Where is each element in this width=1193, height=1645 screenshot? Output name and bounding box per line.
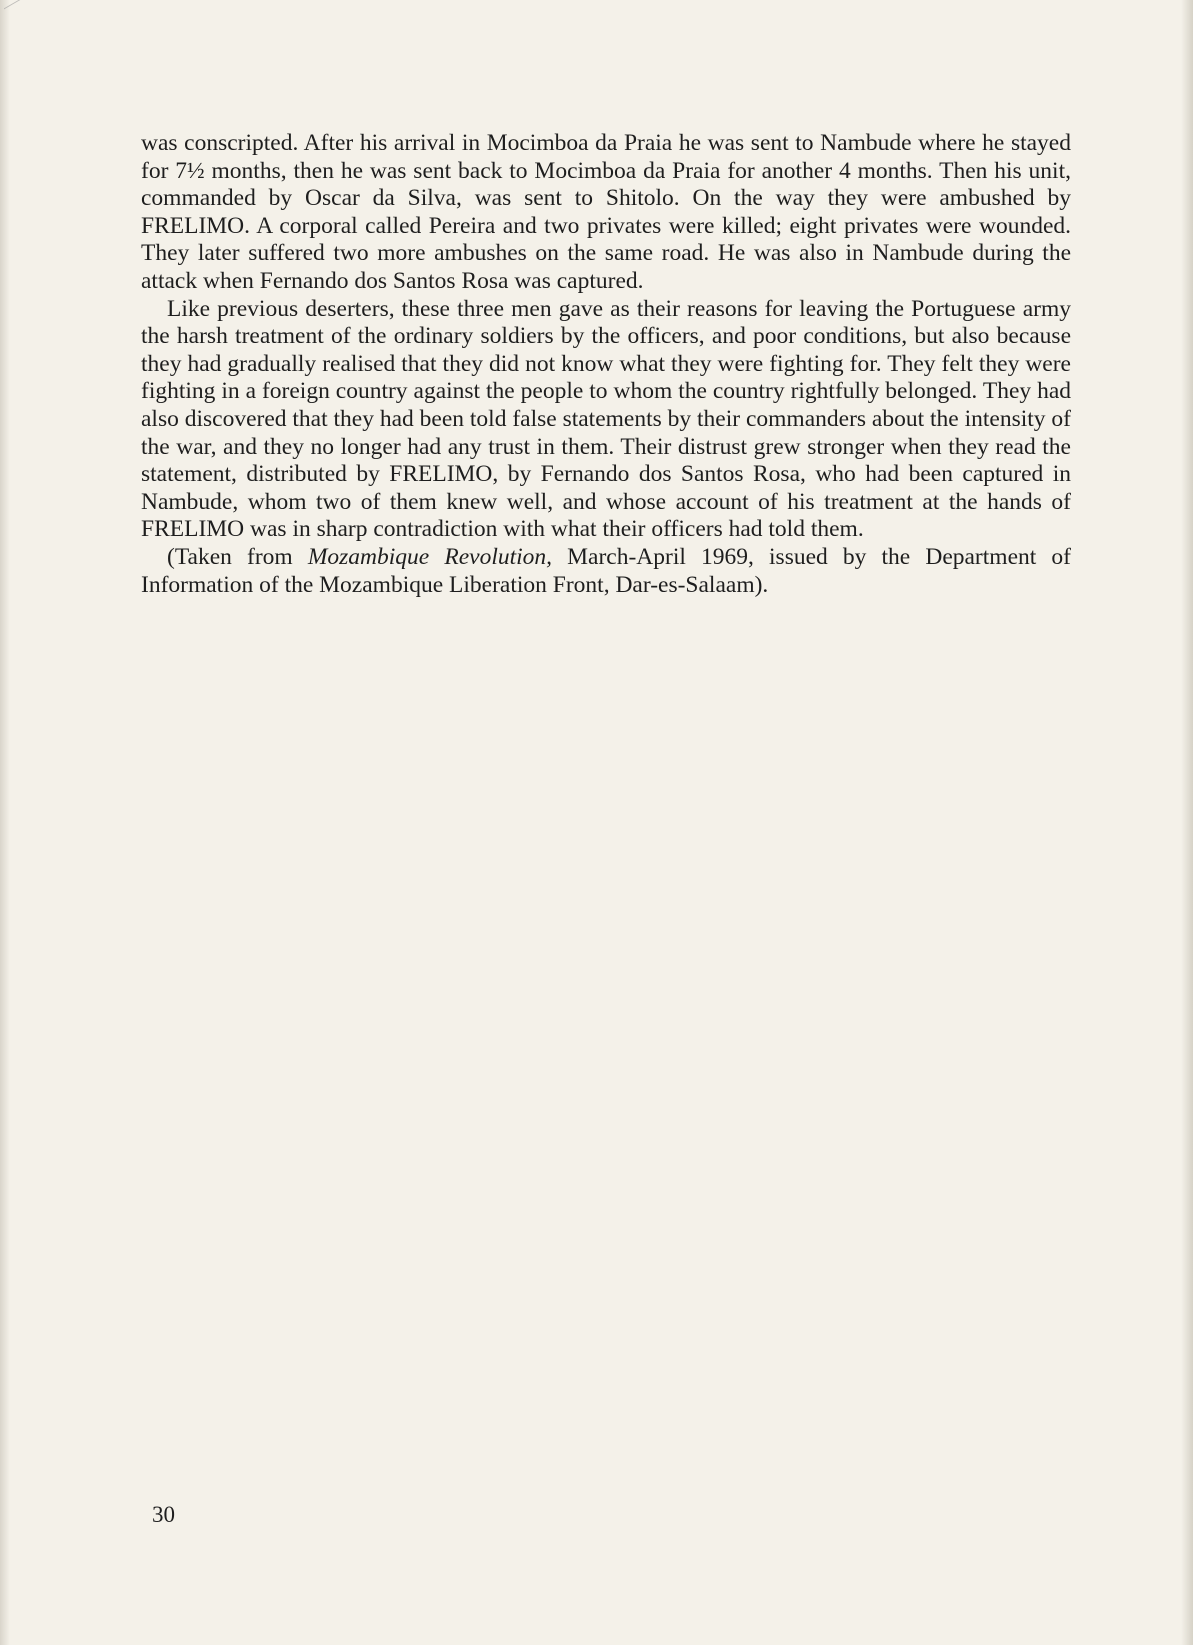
- page-edge-left: [0, 0, 10, 1645]
- source-note-suffix: March-April 1969, issued by the Department of Information of the Mozambique Liberation Front, Dar-es-Salaam).: [141, 543, 1071, 598]
- paragraph-1: was conscripted. After his arrival in Mocimboa da Praia he was sent to Nambude where he stayed for 7½ months, then he was sent back to Mocimboa da Praia for another 4 months. Then his unit, commanded by Oscar da Silva, was sent to Shitolo. On the way they were ambushed by FRELIMO. A corporal called Pereira and two privates were killed; eight privates were wounded. They later suffered two more ambushes on the same road. He was also in Nambude during the attack when Fernando dos Santos Rosa was captured.: [141, 130, 1071, 294]
- page-edge-right: [1181, 0, 1193, 1645]
- source-note-prefix: (Taken from: [167, 543, 308, 570]
- page-number: 30: [152, 1502, 175, 1527]
- source-note: [141, 544, 1071, 599]
- paragraph-2: Like previous deserters, these three men gave as their reasons for leaving the Portuguese army the harsh treatment of the ordinary soldiers by the officers, and poor conditions, but also because they had gradually realised that they did not know what they were fighting for. They felt they were fighting in a foreign country against the people to whom the country rightfully belonged. They had also discovered that they had been told false statements by their commanders about the intensity of the war, and they no longer had any trust in them. Their distrust grew stronger when they read the statement, distributed by FRELIMO, by Fernando dos Santos Rosa, who had been captured in Nambude, whom two of them knew well, and whose account of his treatment at the hands of FRELIMO was in sharp contradiction with what their officers had told them.: [141, 295, 1071, 543]
- body-text: [141, 130, 1071, 599]
- source-publication-title: Mozambique Revolution,: [307, 543, 553, 570]
